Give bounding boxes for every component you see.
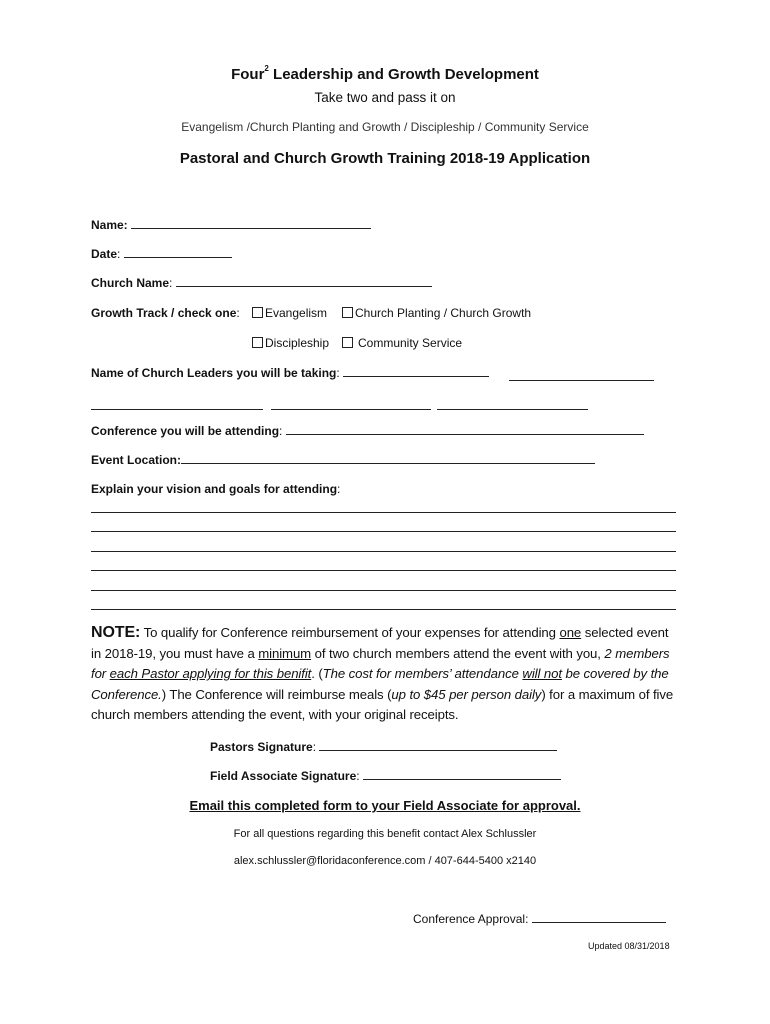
name-label: Name: [91, 218, 128, 232]
note-label: NOTE: [91, 624, 141, 641]
leader-input-line-2[interactable] [509, 366, 654, 381]
field-associate-signature-line[interactable] [363, 779, 561, 780]
conference-approval-field [413, 912, 666, 926]
church-name-input-line[interactable] [176, 286, 432, 287]
vision-line-5[interactable] [91, 590, 676, 591]
vision-line-2[interactable] [91, 531, 676, 532]
event-location-field [91, 453, 595, 467]
updated-date: Updated 08/31/2018 [588, 941, 670, 951]
pastor-signature-label: Pastors Signature [210, 740, 313, 754]
growth-track-label: Growth Track / check one [91, 306, 237, 320]
questions-contact: For all questions regarding this benefit contact Alex Schlussler [233, 828, 537, 840]
name-field [91, 218, 371, 232]
vision-line-4[interactable] [91, 570, 676, 571]
ministries-list: Evangelism /Church Planting and Growth / Discipleship / Community Service [181, 120, 589, 134]
reimbursement-note: NOTE: To qualify for Conference reimbursement of your expenses for attending one selected event in 2018-19, you must have a minimum of two church members attend the event with you, 2 members for each Pastor applying for this benifit. (The cost for members’ attendance will not be covered by the Conference.) The Conference will reimburse meals (up to $45 per person daily) for a maximum of five church members attending the event, with your original receipts. [91, 624, 674, 723]
church-leaders-field: Name of Church Leaders you will be taking: [91, 366, 489, 380]
church-name-field: Church Name: [91, 276, 432, 290]
pastor-signature-field: Pastors Signature: [210, 740, 557, 754]
field-associate-signature-label: Field Associate Signature [210, 769, 357, 783]
leader-input-line-5[interactable] [437, 396, 588, 410]
growth-track-field: Growth Track / check one: [91, 306, 240, 320]
conference-input-line[interactable] [286, 434, 644, 435]
vision-label: Explain your vision and goals for attending [91, 482, 338, 496]
church-name-label: Church Name [91, 276, 170, 290]
vision-line-3[interactable] [91, 551, 676, 552]
conference-field: Conference you will be attending: [91, 424, 644, 438]
date-input-line[interactable] [124, 257, 232, 258]
event-location-input-line[interactable] [181, 463, 595, 464]
conference-approval-label: Conference Approval: [413, 912, 529, 926]
option-evangelism[interactable]: Evangelism [252, 306, 327, 320]
leader-input-line-1[interactable] [343, 376, 489, 377]
option-community-service[interactable]: Community Service [342, 336, 462, 350]
form-title: Four$^2$ Leadership and Growth Development [231, 64, 539, 83]
email-instruction: Email this completed form to your Field Associate for approval. [189, 798, 581, 813]
field-associate-signature-field: Field Associate Signature: [210, 769, 561, 783]
vision-line-6[interactable] [91, 609, 676, 610]
vision-field: Explain your vision and goals for attending: [91, 482, 341, 496]
vision-line-1[interactable] [91, 512, 676, 513]
evangelism-checkbox[interactable] [252, 307, 263, 318]
event-location-label: Event Location: [91, 453, 182, 467]
pastor-signature-line[interactable] [319, 750, 557, 751]
option-church-planting[interactable]: Church Planting / Church Growth [342, 306, 531, 320]
church-leaders-label: Name of Church Leaders you will be taking [91, 366, 337, 380]
tagline: Take two and pass it on [314, 90, 456, 105]
name-input-line[interactable] [131, 228, 371, 229]
contact-info: alex.schlussler@floridaconference.com / 407-644-5400 x2140 [233, 855, 537, 867]
date-field: Date: [91, 247, 232, 261]
community-service-checkbox[interactable] [342, 337, 353, 348]
leader-input-line-4[interactable] [271, 396, 431, 410]
discipleship-checkbox[interactable] [252, 337, 263, 348]
conference-approval-line[interactable] [532, 922, 666, 923]
option-discipleship[interactable]: Discipleship [252, 336, 329, 350]
application-title: Pastoral and Church Growth Training 2018-19 Application [179, 150, 591, 167]
date-label: Date [91, 247, 118, 261]
church-planting-checkbox[interactable] [342, 307, 353, 318]
conference-label: Conference you will be attending [91, 424, 280, 438]
leader-input-line-3[interactable] [91, 396, 263, 410]
